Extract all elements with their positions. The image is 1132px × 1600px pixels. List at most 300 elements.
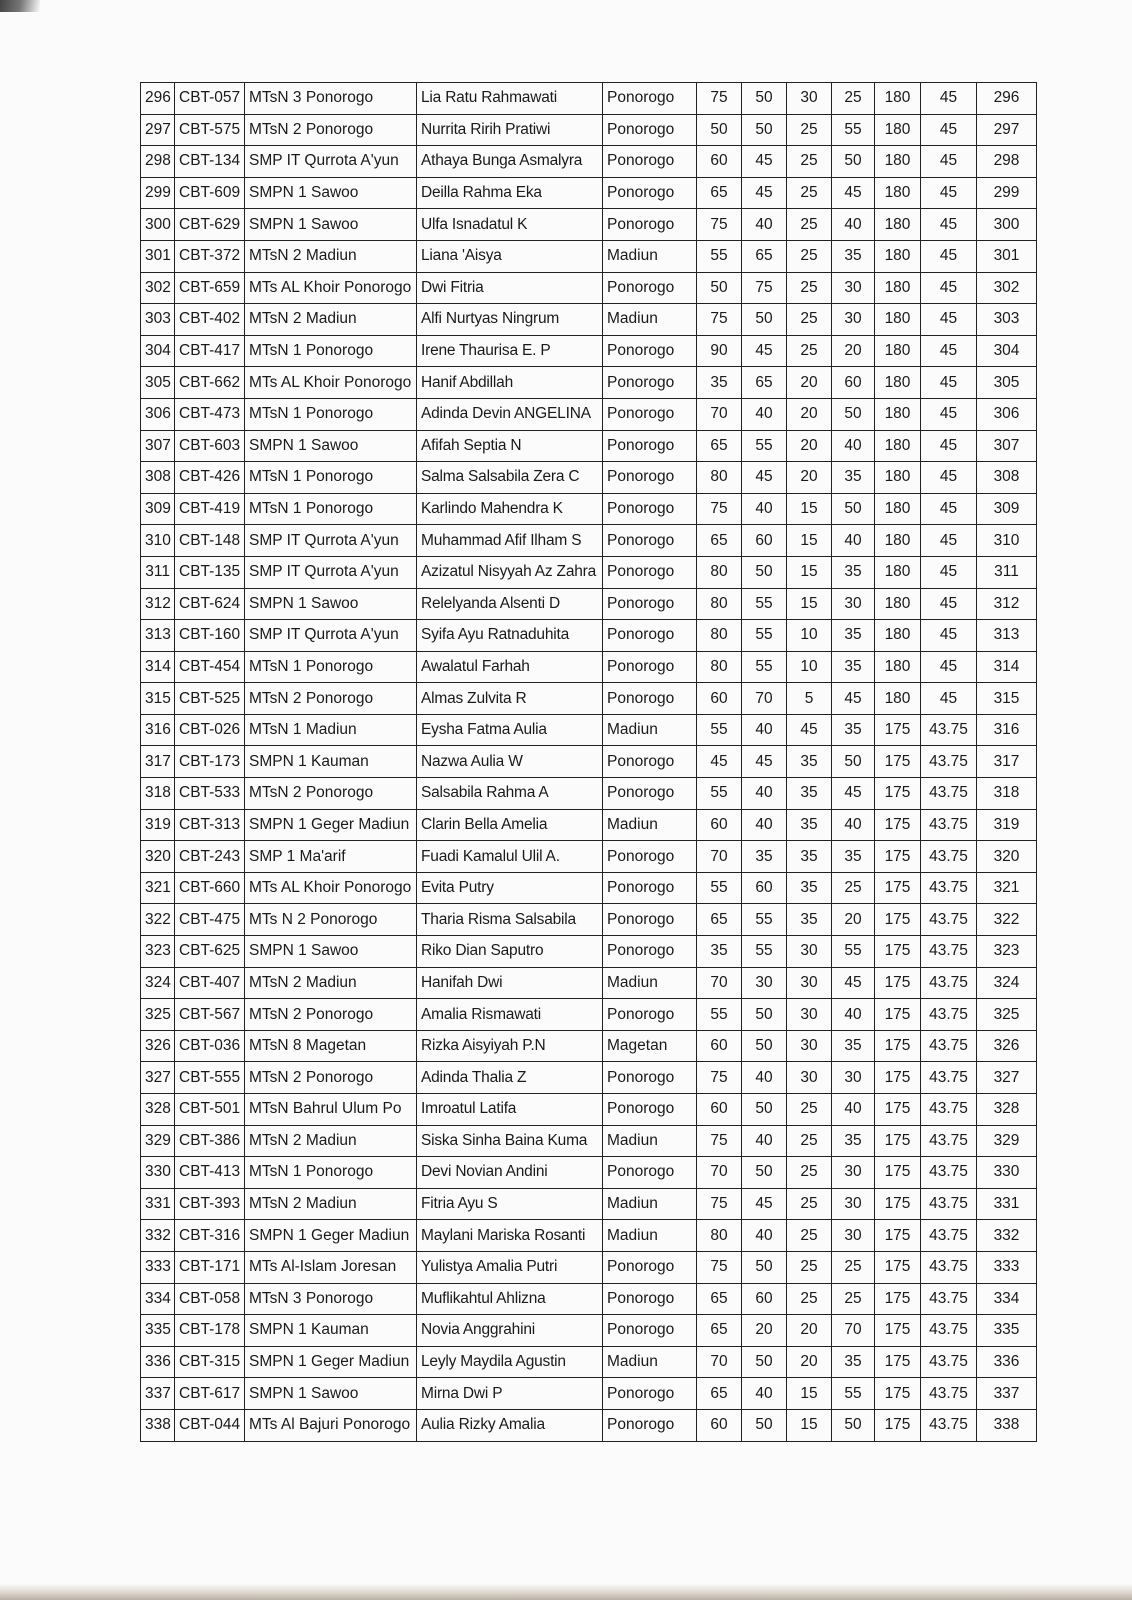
rank-cell: 338 (977, 1409, 1037, 1441)
student-name-cell: Fitria Ayu S (417, 1188, 603, 1220)
total-score-cell: 180 (875, 462, 921, 494)
score-1-cell: 60 (697, 146, 742, 178)
school-name-cell: MTs Al-Islam Joresan (245, 1251, 417, 1283)
school-name-cell: MTsN 2 Madiun (245, 240, 417, 272)
table-row (141, 1062, 1037, 1094)
school-name-cell: MTsN 3 Ponorogo (245, 1283, 417, 1315)
row-number-cell: 309 (141, 493, 175, 525)
participant-code-cell: CBT-625 (175, 936, 245, 968)
table-row (141, 240, 1037, 272)
score-3-cell: 25 (787, 1188, 832, 1220)
score-4-cell: 55 (832, 1378, 875, 1410)
city-cell: Ponorogo (603, 1409, 697, 1441)
student-name-cell: Muhammad Afif Ilham S (417, 525, 603, 557)
city-cell: Madiun (603, 714, 697, 746)
score-3-cell: 35 (787, 841, 832, 873)
row-number-cell: 319 (141, 809, 175, 841)
table-row (141, 1346, 1037, 1378)
score-2-cell: 40 (742, 1220, 787, 1252)
score-4-cell: 30 (832, 1188, 875, 1220)
total-score-cell: 180 (875, 556, 921, 588)
score-4-cell: 35 (832, 620, 875, 652)
final-score-cell: 43.75 (921, 714, 977, 746)
school-name-cell: MTs AL Khoir Ponorogo (245, 272, 417, 304)
student-name-cell: Azizatul Nisyyah Az Zahra (417, 556, 603, 588)
score-1-cell: 60 (697, 809, 742, 841)
total-score-cell: 175 (875, 1094, 921, 1126)
city-cell: Madiun (603, 809, 697, 841)
score-4-cell: 50 (832, 146, 875, 178)
city-cell: Ponorogo (603, 999, 697, 1031)
table-row (141, 1030, 1037, 1062)
school-name-cell: SMPN 1 Kauman (245, 1315, 417, 1347)
table-row (141, 936, 1037, 968)
score-3-cell: 25 (787, 304, 832, 336)
score-3-cell: 25 (787, 1157, 832, 1189)
score-1-cell: 70 (697, 1346, 742, 1378)
school-name-cell: MTsN 1 Ponorogo (245, 1157, 417, 1189)
score-1-cell: 65 (697, 525, 742, 557)
participant-code-cell: CBT-393 (175, 1188, 245, 1220)
score-3-cell: 25 (787, 1220, 832, 1252)
participant-code-cell: CBT-426 (175, 462, 245, 494)
table-row (141, 809, 1037, 841)
score-3-cell: 15 (787, 556, 832, 588)
final-score-cell: 43.75 (921, 1378, 977, 1410)
participant-code-cell: CBT-316 (175, 1220, 245, 1252)
participant-code-cell: CBT-454 (175, 651, 245, 683)
score-2-cell: 55 (742, 651, 787, 683)
score-3-cell: 30 (787, 967, 832, 999)
table-row (141, 967, 1037, 999)
city-cell: Ponorogo (603, 272, 697, 304)
school-name-cell: SMP IT Qurrota A'yun (245, 146, 417, 178)
table-row (141, 272, 1037, 304)
score-4-cell: 30 (832, 1157, 875, 1189)
final-score-cell: 43.75 (921, 936, 977, 968)
table-row (141, 1157, 1037, 1189)
rank-cell: 325 (977, 999, 1037, 1031)
score-3-cell: 30 (787, 999, 832, 1031)
table-row (141, 1409, 1037, 1441)
student-name-cell: Karlindo Mahendra K (417, 493, 603, 525)
score-1-cell: 55 (697, 872, 742, 904)
score-4-cell: 25 (832, 83, 875, 115)
school-name-cell: SMP IT Qurrota A'yun (245, 525, 417, 557)
score-4-cell: 45 (832, 177, 875, 209)
row-number-cell: 302 (141, 272, 175, 304)
total-score-cell: 175 (875, 1378, 921, 1410)
city-cell: Madiun (603, 1346, 697, 1378)
student-name-cell: Salsabila Rahma A (417, 778, 603, 810)
total-score-cell: 175 (875, 1030, 921, 1062)
rank-cell: 305 (977, 367, 1037, 399)
city-cell: Ponorogo (603, 1283, 697, 1315)
city-cell: Ponorogo (603, 683, 697, 715)
total-score-cell: 180 (875, 620, 921, 652)
row-number-cell: 322 (141, 904, 175, 936)
student-name-cell: Deilla Rahma Eka (417, 177, 603, 209)
score-1-cell: 70 (697, 967, 742, 999)
student-name-cell: Athaya Bunga Asmalyra (417, 146, 603, 178)
student-name-cell: Afifah Septia N (417, 430, 603, 462)
final-score-cell: 43.75 (921, 1220, 977, 1252)
participant-code-cell: CBT-662 (175, 367, 245, 399)
score-4-cell: 40 (832, 209, 875, 241)
score-2-cell: 40 (742, 493, 787, 525)
row-number-cell: 297 (141, 114, 175, 146)
school-name-cell: SMP 1 Ma'arif (245, 841, 417, 873)
student-name-cell: Novia Anggrahini (417, 1315, 603, 1347)
final-score-cell: 45 (921, 114, 977, 146)
score-2-cell: 50 (742, 1409, 787, 1441)
participant-code-cell: CBT-135 (175, 556, 245, 588)
table-row (141, 1188, 1037, 1220)
row-number-cell: 328 (141, 1094, 175, 1126)
city-cell: Ponorogo (603, 83, 697, 115)
row-number-cell: 318 (141, 778, 175, 810)
city-cell: Madiun (603, 240, 697, 272)
school-name-cell: SMP IT Qurrota A'yun (245, 620, 417, 652)
city-cell: Ponorogo (603, 146, 697, 178)
total-score-cell: 175 (875, 778, 921, 810)
school-name-cell: MTsN 2 Ponorogo (245, 1062, 417, 1094)
table-row (141, 620, 1037, 652)
participant-code-cell: CBT-160 (175, 620, 245, 652)
table-row (141, 398, 1037, 430)
row-number-cell: 337 (141, 1378, 175, 1410)
school-name-cell: MTsN 2 Madiun (245, 1125, 417, 1157)
city-cell: Ponorogo (603, 1315, 697, 1347)
student-name-cell: Tharia Risma Salsabila (417, 904, 603, 936)
school-name-cell: SMPN 1 Sawoo (245, 177, 417, 209)
final-score-cell: 43.75 (921, 1094, 977, 1126)
school-name-cell: SMP IT Qurrota A'yun (245, 556, 417, 588)
school-name-cell: SMPN 1 Kauman (245, 746, 417, 778)
score-2-cell: 50 (742, 114, 787, 146)
score-4-cell: 35 (832, 1346, 875, 1378)
score-4-cell: 40 (832, 999, 875, 1031)
table-row (141, 872, 1037, 904)
student-name-cell: Liana 'Aisya (417, 240, 603, 272)
school-name-cell: SMPN 1 Sawoo (245, 1378, 417, 1410)
participant-code-cell: CBT-173 (175, 746, 245, 778)
score-2-cell: 45 (742, 1188, 787, 1220)
final-score-cell: 45 (921, 493, 977, 525)
rank-cell: 321 (977, 872, 1037, 904)
total-score-cell: 180 (875, 177, 921, 209)
score-2-cell: 40 (742, 1062, 787, 1094)
school-name-cell: SMPN 1 Sawoo (245, 588, 417, 620)
score-1-cell: 55 (697, 778, 742, 810)
score-1-cell: 60 (697, 1094, 742, 1126)
row-number-cell: 315 (141, 683, 175, 715)
score-4-cell: 40 (832, 525, 875, 557)
score-3-cell: 25 (787, 1125, 832, 1157)
student-name-cell: Rizka Aisyiyah P.N (417, 1030, 603, 1062)
total-score-cell: 180 (875, 683, 921, 715)
table-row (141, 146, 1037, 178)
total-score-cell: 180 (875, 240, 921, 272)
total-score-cell: 175 (875, 1315, 921, 1347)
score-2-cell: 55 (742, 620, 787, 652)
score-4-cell: 70 (832, 1315, 875, 1347)
school-name-cell: MTsN 1 Ponorogo (245, 493, 417, 525)
row-number-cell: 321 (141, 872, 175, 904)
total-score-cell: 175 (875, 1220, 921, 1252)
total-score-cell: 175 (875, 746, 921, 778)
rank-cell: 309 (977, 493, 1037, 525)
total-score-cell: 175 (875, 1125, 921, 1157)
table-row (141, 114, 1037, 146)
rank-cell: 324 (977, 967, 1037, 999)
student-name-cell: Mirna Dwi P (417, 1378, 603, 1410)
participant-code-cell: CBT-171 (175, 1251, 245, 1283)
participant-code-cell: CBT-525 (175, 683, 245, 715)
score-2-cell: 40 (742, 1125, 787, 1157)
total-score-cell: 175 (875, 1409, 921, 1441)
table-row (141, 335, 1037, 367)
rank-cell: 297 (977, 114, 1037, 146)
city-cell: Ponorogo (603, 936, 697, 968)
score-4-cell: 25 (832, 1283, 875, 1315)
score-1-cell: 35 (697, 367, 742, 399)
final-score-cell: 43.75 (921, 1346, 977, 1378)
score-1-cell: 70 (697, 1157, 742, 1189)
city-cell: Ponorogo (603, 904, 697, 936)
score-3-cell: 30 (787, 936, 832, 968)
row-number-cell: 306 (141, 398, 175, 430)
table-row (141, 83, 1037, 115)
table-row (141, 493, 1037, 525)
score-3-cell: 15 (787, 525, 832, 557)
student-name-cell: Adinda Thalia Z (417, 1062, 603, 1094)
score-2-cell: 50 (742, 1157, 787, 1189)
table-row (141, 462, 1037, 494)
final-score-cell: 45 (921, 146, 977, 178)
participant-code-cell: CBT-386 (175, 1125, 245, 1157)
rank-cell: 331 (977, 1188, 1037, 1220)
rank-cell: 311 (977, 556, 1037, 588)
total-score-cell: 180 (875, 209, 921, 241)
table-row (141, 525, 1037, 557)
table-row (141, 714, 1037, 746)
participant-code-cell: CBT-617 (175, 1378, 245, 1410)
score-3-cell: 35 (787, 746, 832, 778)
city-cell: Madiun (603, 1220, 697, 1252)
city-cell: Ponorogo (603, 493, 697, 525)
student-name-cell: Adinda Devin ANGELINA (417, 398, 603, 430)
score-3-cell: 25 (787, 335, 832, 367)
final-score-cell: 45 (921, 651, 977, 683)
score-1-cell: 75 (697, 1251, 742, 1283)
score-1-cell: 75 (697, 83, 742, 115)
participant-code-cell: CBT-243 (175, 841, 245, 873)
participant-code-cell: CBT-044 (175, 1409, 245, 1441)
score-4-cell: 30 (832, 304, 875, 336)
score-4-cell: 50 (832, 746, 875, 778)
rank-cell: 330 (977, 1157, 1037, 1189)
student-name-cell: Siska Sinha Baina Kuma (417, 1125, 603, 1157)
rank-cell: 322 (977, 904, 1037, 936)
rank-cell: 320 (977, 841, 1037, 873)
rank-cell: 333 (977, 1251, 1037, 1283)
rank-cell: 326 (977, 1030, 1037, 1062)
scan-shadow-bottom (0, 1584, 1132, 1600)
school-name-cell: MTsN 2 Ponorogo (245, 999, 417, 1031)
score-3-cell: 20 (787, 462, 832, 494)
score-4-cell: 25 (832, 1251, 875, 1283)
score-4-cell: 35 (832, 240, 875, 272)
rank-cell: 312 (977, 588, 1037, 620)
school-name-cell: SMPN 1 Geger Madiun (245, 809, 417, 841)
final-score-cell: 43.75 (921, 1062, 977, 1094)
school-name-cell: MTs AL Khoir Ponorogo (245, 872, 417, 904)
row-number-cell: 312 (141, 588, 175, 620)
participant-code-cell: CBT-178 (175, 1315, 245, 1347)
score-1-cell: 75 (697, 493, 742, 525)
score-1-cell: 60 (697, 1409, 742, 1441)
score-2-cell: 60 (742, 1283, 787, 1315)
score-1-cell: 50 (697, 272, 742, 304)
score-2-cell: 40 (742, 398, 787, 430)
total-score-cell: 180 (875, 114, 921, 146)
score-2-cell: 45 (742, 335, 787, 367)
row-number-cell: 314 (141, 651, 175, 683)
rank-cell: 318 (977, 778, 1037, 810)
school-name-cell: MTs N 2 Ponorogo (245, 904, 417, 936)
student-name-cell: Clarin Bella Amelia (417, 809, 603, 841)
score-2-cell: 50 (742, 1251, 787, 1283)
row-number-cell: 303 (141, 304, 175, 336)
score-2-cell: 75 (742, 272, 787, 304)
rank-cell: 313 (977, 620, 1037, 652)
total-score-cell: 175 (875, 1251, 921, 1283)
score-3-cell: 5 (787, 683, 832, 715)
participant-code-cell: CBT-660 (175, 872, 245, 904)
score-1-cell: 80 (697, 651, 742, 683)
total-score-cell: 175 (875, 1188, 921, 1220)
rank-cell: 310 (977, 525, 1037, 557)
score-2-cell: 50 (742, 83, 787, 115)
student-name-cell: Devi Novian Andini (417, 1157, 603, 1189)
participant-code-cell: CBT-475 (175, 904, 245, 936)
score-4-cell: 40 (832, 1094, 875, 1126)
score-4-cell: 30 (832, 1062, 875, 1094)
score-4-cell: 50 (832, 1409, 875, 1441)
final-score-cell: 43.75 (921, 1188, 977, 1220)
score-4-cell: 30 (832, 272, 875, 304)
final-score-cell: 43.75 (921, 1409, 977, 1441)
score-4-cell: 60 (832, 367, 875, 399)
final-score-cell: 45 (921, 177, 977, 209)
score-2-cell: 50 (742, 1094, 787, 1126)
rank-cell: 332 (977, 1220, 1037, 1252)
student-name-cell: Almas Zulvita R (417, 683, 603, 715)
score-3-cell: 20 (787, 398, 832, 430)
total-score-cell: 180 (875, 588, 921, 620)
school-name-cell: MTsN 8 Magetan (245, 1030, 417, 1062)
total-score-cell: 180 (875, 367, 921, 399)
score-2-cell: 45 (742, 462, 787, 494)
score-1-cell: 55 (697, 240, 742, 272)
score-3-cell: 30 (787, 1062, 832, 1094)
score-1-cell: 65 (697, 177, 742, 209)
row-number-cell: 325 (141, 999, 175, 1031)
participant-code-cell: CBT-659 (175, 272, 245, 304)
row-number-cell: 304 (141, 335, 175, 367)
final-score-cell: 43.75 (921, 1157, 977, 1189)
row-number-cell: 300 (141, 209, 175, 241)
score-1-cell: 65 (697, 430, 742, 462)
rank-cell: 299 (977, 177, 1037, 209)
score-4-cell: 25 (832, 872, 875, 904)
school-name-cell: MTsN 3 Ponorogo (245, 83, 417, 115)
student-name-cell: Amalia Rismawati (417, 999, 603, 1031)
table-row (141, 1251, 1037, 1283)
score-2-cell: 55 (742, 430, 787, 462)
score-1-cell: 75 (697, 1062, 742, 1094)
student-name-cell: Awalatul Farhah (417, 651, 603, 683)
score-4-cell: 35 (832, 1125, 875, 1157)
score-1-cell: 60 (697, 683, 742, 715)
school-name-cell: MTsN 2 Ponorogo (245, 683, 417, 715)
participant-code-cell: CBT-575 (175, 114, 245, 146)
score-3-cell: 25 (787, 240, 832, 272)
score-1-cell: 55 (697, 714, 742, 746)
score-4-cell: 20 (832, 904, 875, 936)
city-cell: Ponorogo (603, 367, 697, 399)
participant-code-cell: CBT-134 (175, 146, 245, 178)
row-number-cell: 298 (141, 146, 175, 178)
score-4-cell: 35 (832, 841, 875, 873)
row-number-cell: 333 (141, 1251, 175, 1283)
city-cell: Ponorogo (603, 177, 697, 209)
score-3-cell: 35 (787, 778, 832, 810)
final-score-cell: 45 (921, 462, 977, 494)
score-3-cell: 35 (787, 872, 832, 904)
final-score-cell: 45 (921, 525, 977, 557)
city-cell: Ponorogo (603, 462, 697, 494)
school-name-cell: MTsN 2 Ponorogo (245, 778, 417, 810)
score-1-cell: 80 (697, 556, 742, 588)
score-2-cell: 50 (742, 1030, 787, 1062)
student-name-cell: Syifa Ayu Ratnaduhita (417, 620, 603, 652)
table-row (141, 651, 1037, 683)
participant-code-cell: CBT-058 (175, 1283, 245, 1315)
total-score-cell: 180 (875, 525, 921, 557)
final-score-cell: 45 (921, 430, 977, 462)
student-name-cell: Lia Ratu Rahmawati (417, 83, 603, 115)
student-name-cell: Evita Putry (417, 872, 603, 904)
participant-code-cell: CBT-555 (175, 1062, 245, 1094)
final-score-cell: 43.75 (921, 1283, 977, 1315)
city-cell: Ponorogo (603, 556, 697, 588)
score-1-cell: 65 (697, 1378, 742, 1410)
rank-cell: 304 (977, 335, 1037, 367)
student-name-cell: Maylani Mariska Rosanti (417, 1220, 603, 1252)
final-score-cell: 43.75 (921, 809, 977, 841)
score-2-cell: 65 (742, 367, 787, 399)
rank-cell: 316 (977, 714, 1037, 746)
score-2-cell: 50 (742, 1346, 787, 1378)
score-1-cell: 70 (697, 398, 742, 430)
final-score-cell: 43.75 (921, 778, 977, 810)
table-row (141, 1315, 1037, 1347)
score-4-cell: 45 (832, 967, 875, 999)
score-3-cell: 30 (787, 83, 832, 115)
score-3-cell: 25 (787, 1251, 832, 1283)
